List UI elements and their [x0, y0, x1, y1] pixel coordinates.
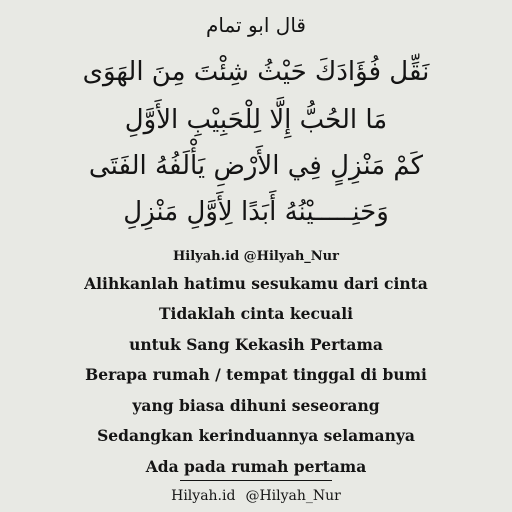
source-credit: Hilyah.id @Hilyah_Nur [173, 249, 339, 264]
arabic-verse-1: نَقِّل فُؤَادَكَ حَيْثُ شِئْتَ مِنَ الهَوَى [82, 57, 430, 87]
translation-line-4: Berapa rumah / tempat tinggal di bumi [85, 365, 427, 384]
footer-site: Hilyah.id [171, 488, 236, 504]
translation-line-3: untuk Sang Kekasih Pertama [129, 335, 383, 354]
footer-handle: @Hilyah_Nur [245, 488, 341, 504]
arabic-verse-4: وَحَنِـــــيْنُهُ أَبَدًا لِأَوَّلِ مَنْزِلِ [123, 197, 389, 227]
translation-line-2: Tidaklah cinta kecuali [159, 304, 353, 323]
arabic-verse-2: مَا الحُبُّ إِلَّا لِلْحَبِيْبِ الأَوَّلِ [124, 105, 388, 135]
translation-line-5: yang biasa dihuni seseorang [132, 396, 380, 415]
poem-attribution: قال ابو تمام [206, 13, 306, 37]
translation-line-6: Sedangkan kerinduannya selamanya [97, 426, 415, 445]
arabic-verse-3: كَمْ مَنْزِلٍ فِي الأَرْضِ يَأْلَفُهُ الفَتَى [88, 151, 424, 181]
translation-line-1: Alihkanlah hatimu sesukamu dari cinta [84, 274, 428, 293]
footer-divider [180, 480, 332, 481]
translation-line-7: Ada pada rumah pertama [145, 457, 367, 476]
footer-credit [0, 486, 512, 506]
